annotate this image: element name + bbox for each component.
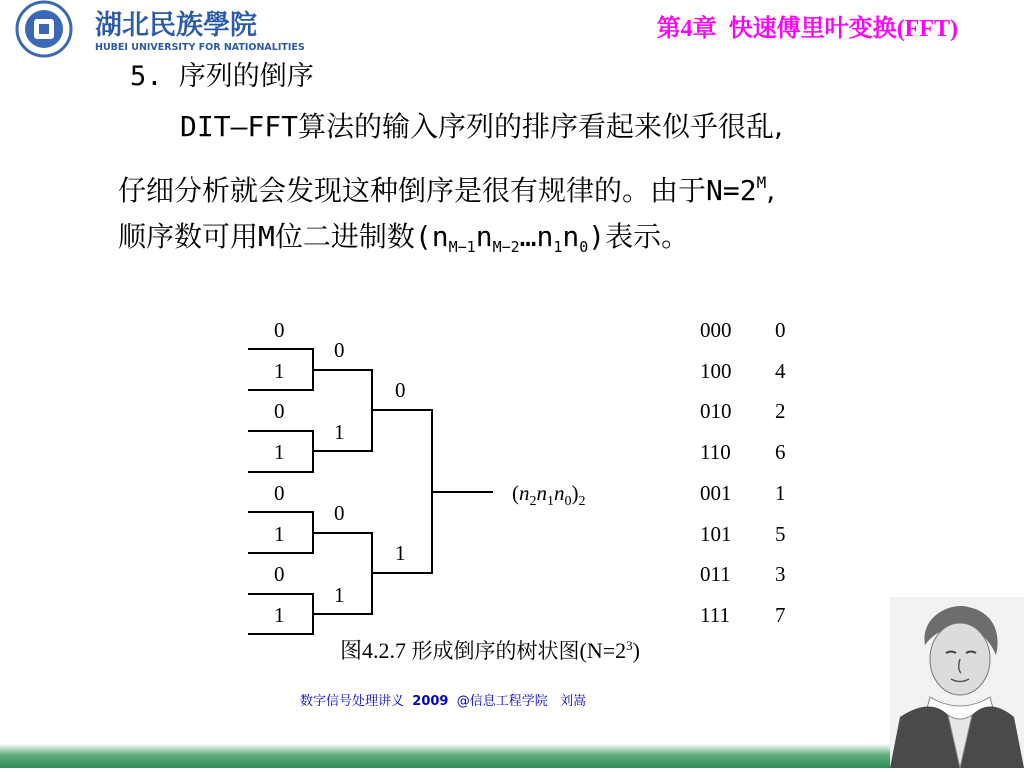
caption-close: ) <box>632 638 640 663</box>
line-3-text-c: 表示。 <box>605 220 690 253</box>
branch-label: 0 <box>395 378 406 402</box>
subscript-m-2: M−2 <box>492 238 520 256</box>
caption-equation: (N=2 <box>579 638 627 663</box>
line-2-comma: , <box>766 174 776 207</box>
algorithm-name: DIT—FFT <box>180 110 299 143</box>
decimal-values <box>775 318 786 627</box>
leaf-bit: 0 <box>274 562 285 586</box>
decimal-value: 0 <box>775 318 786 342</box>
binary-code: 010 <box>700 399 732 423</box>
fourier-portrait-image <box>890 597 1024 768</box>
m-symbol: M <box>258 220 275 253</box>
binary-expr-n: n <box>475 220 493 253</box>
paragraph-line-3 <box>118 222 689 262</box>
leaf-bit: 0 <box>274 318 285 342</box>
section-number: 5. <box>130 61 163 92</box>
decimal-value: 5 <box>775 522 786 546</box>
decimal-value: 7 <box>775 603 786 627</box>
line-3-text-b: 位二进制数 <box>274 220 415 253</box>
binary-code: 100 <box>700 359 732 383</box>
branch-label: 1 <box>395 541 406 565</box>
paragraph-line-2 <box>118 168 775 206</box>
caption-exponent: 3 <box>626 638 633 653</box>
branch-label: 1 <box>334 420 345 444</box>
section-title-text: 序列的倒序 <box>178 61 314 92</box>
branch-label: 0 <box>334 338 345 362</box>
footer-course: 数字信号处理讲义 <box>300 694 405 709</box>
bit-reversal-tree-diagram <box>0 300 1024 640</box>
binary-expr-ellipsis: …n <box>519 220 554 253</box>
university-logo <box>0 0 325 58</box>
branch-label: 1 <box>334 583 345 607</box>
leaf-bit: 1 <box>274 440 285 464</box>
binary-code: 111 <box>700 603 730 627</box>
leaf-bit: 1 <box>274 359 285 383</box>
decimal-value: 2 <box>775 399 786 423</box>
leaf-bit: 0 <box>274 481 285 505</box>
root-label: $(n_2n_1n_0)_2$ <box>512 481 586 509</box>
logo-name-en: HUBEI UNIVERSITY FOR NATIONALITIES <box>95 42 305 53</box>
chapter-header <box>657 8 958 43</box>
paragraph-line-1 <box>180 112 783 142</box>
leaf-bit: 0 <box>274 399 285 423</box>
level1-labels <box>334 338 345 607</box>
bottom-decorative-band <box>0 744 1024 768</box>
footer-author: 刘嵩 <box>560 694 587 709</box>
binary-code: 011 <box>700 562 731 586</box>
footer-year: 2009 <box>412 694 449 709</box>
level2-labels <box>395 378 406 565</box>
chapter-prefix: 第4章 <box>656 16 717 42</box>
leaf-bit: 1 <box>274 522 285 546</box>
footer-dept: @信息工程学院 <box>456 694 548 709</box>
decimal-value: 1 <box>775 481 786 505</box>
leaf-bit: 1 <box>274 603 285 627</box>
line-2-text: 仔细分析就会发现这种倒序是很有规律的。由于 <box>118 174 707 207</box>
binary-code: 001 <box>700 481 732 505</box>
tree-branches <box>248 349 493 634</box>
binary-codes <box>700 318 732 627</box>
footer-note <box>300 690 586 709</box>
binary-code: 110 <box>700 440 731 464</box>
figure-caption <box>340 634 640 665</box>
n-exponent: M <box>756 173 767 192</box>
caption-number: 图4.2.7 <box>340 638 407 663</box>
line-3-text-a: 顺序数可用 <box>118 220 259 253</box>
decimal-value: 3 <box>775 562 786 586</box>
binary-expr-n0: n <box>562 220 580 253</box>
chapter-title: 快速傅里叶变换 <box>728 16 897 42</box>
line-1-text: 算法的输入序列的排序看起来似乎很乱, <box>298 110 783 143</box>
binary-expr-open: (n <box>414 220 449 253</box>
n-equation: N=2 <box>706 174 757 207</box>
binary-code: 101 <box>700 522 732 546</box>
chapter-abbr: (FFT) <box>896 16 958 42</box>
subscript-0: 0 <box>579 238 589 256</box>
binary-code: 000 <box>700 318 732 342</box>
logo-name-cn: 湖北民族學院 <box>95 10 257 41</box>
section-title <box>130 54 314 93</box>
decimal-value: 4 <box>775 359 786 383</box>
subscript-m-1: M−1 <box>448 238 476 256</box>
caption-text: 形成倒序的树状图 <box>411 639 580 663</box>
binary-expr-close: ) <box>588 220 606 253</box>
branch-label: 0 <box>334 501 345 525</box>
decimal-value: 6 <box>775 440 786 464</box>
subscript-1: 1 <box>553 238 563 256</box>
